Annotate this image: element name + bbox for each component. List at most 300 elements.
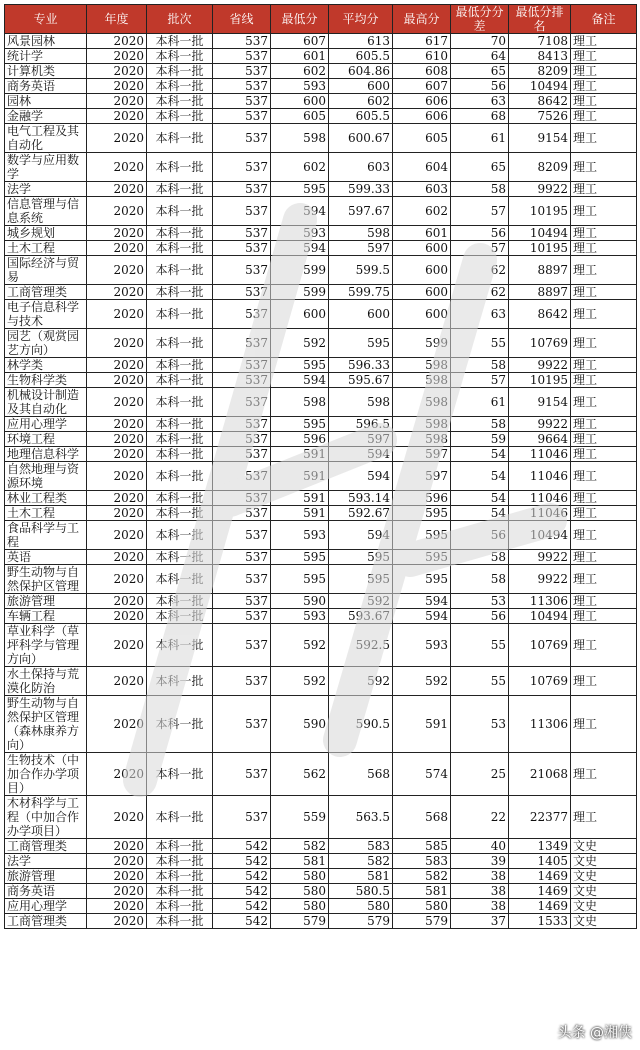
table-cell: 8413 [509, 49, 571, 64]
table-cell: 598 [393, 388, 451, 417]
table-cell: 606 [393, 94, 451, 109]
table-row [5, 696, 637, 753]
table-cell: 593 [271, 521, 329, 550]
table-cell: 2020 [87, 462, 147, 491]
table-cell: 11306 [509, 696, 571, 753]
table-cell: 597 [329, 432, 393, 447]
table-cell: 594 [271, 241, 329, 256]
table-cell: 579 [393, 914, 451, 929]
table-cell: 2020 [87, 329, 147, 358]
table-cell: 590.5 [329, 696, 393, 753]
table-cell: 537 [213, 462, 271, 491]
table-row [5, 358, 637, 373]
table-cell: 597 [393, 447, 451, 462]
table-cell: 537 [213, 417, 271, 432]
table-cell: 542 [213, 839, 271, 854]
table-cell: 606 [393, 109, 451, 124]
table-cell: 594 [329, 462, 393, 491]
table-cell: 537 [213, 550, 271, 565]
table-cell: 机械设计制造及其自动化 [5, 388, 87, 417]
table-cell: 8897 [509, 256, 571, 285]
table-cell: 603 [393, 182, 451, 197]
table-cell: 数学与应用数学 [5, 153, 87, 182]
table-cell: 10195 [509, 373, 571, 388]
table-cell: 本科一批 [147, 94, 213, 109]
table-cell: 596 [271, 432, 329, 447]
table-row [5, 624, 637, 667]
table-cell: 木材科学与工程（中加合作办学项目） [5, 796, 87, 839]
table-cell: 580 [271, 884, 329, 899]
table-cell: 40 [451, 839, 509, 854]
table-cell: 1533 [509, 914, 571, 929]
table-cell: 537 [213, 506, 271, 521]
table-cell: 605.5 [329, 109, 393, 124]
table-cell: 10769 [509, 624, 571, 667]
table-row [5, 854, 637, 869]
table-cell: 590 [271, 696, 329, 753]
table-cell: 本科一批 [147, 226, 213, 241]
table-cell: 58 [451, 182, 509, 197]
table-cell: 国际经济与贸易 [5, 256, 87, 285]
table-cell: 9922 [509, 417, 571, 432]
table-cell: 604.86 [329, 64, 393, 79]
table-cell: 582 [271, 839, 329, 854]
table-cell: 593 [393, 624, 451, 667]
table-row [5, 94, 637, 109]
table-cell: 8897 [509, 285, 571, 300]
table-cell: 594 [271, 373, 329, 388]
table-cell: 537 [213, 753, 271, 796]
table-cell: 金融学 [5, 109, 87, 124]
table-cell: 理工 [571, 241, 637, 256]
table-cell: 10494 [509, 521, 571, 550]
table-cell: 理工 [571, 550, 637, 565]
table-cell: 理工 [571, 491, 637, 506]
table-cell: 595 [329, 329, 393, 358]
table-row [5, 506, 637, 521]
table-cell: 环境工程 [5, 432, 87, 447]
table-cell: 37 [451, 914, 509, 929]
table-cell: 592.5 [329, 624, 393, 667]
table-row [5, 432, 637, 447]
table-cell: 580 [329, 899, 393, 914]
table-cell: 591 [271, 506, 329, 521]
table-cell: 2020 [87, 914, 147, 929]
table-cell: 537 [213, 565, 271, 594]
table-cell: 法学 [5, 854, 87, 869]
table-cell: 58 [451, 417, 509, 432]
table-cell: 582 [329, 854, 393, 869]
table-cell: 542 [213, 854, 271, 869]
table-cell: 理工 [571, 182, 637, 197]
table-row [5, 153, 637, 182]
table-cell: 65 [451, 64, 509, 79]
table-cell: 583 [393, 854, 451, 869]
table-cell: 580 [271, 899, 329, 914]
table-cell: 598 [271, 124, 329, 153]
table-cell: 68 [451, 109, 509, 124]
table-cell: 城乡规划 [5, 226, 87, 241]
table-cell: 579 [271, 914, 329, 929]
table-cell: 592 [271, 329, 329, 358]
table-cell: 54 [451, 462, 509, 491]
table-cell: 本科一批 [147, 594, 213, 609]
table-cell: 600 [329, 79, 393, 94]
table-cell: 理工 [571, 34, 637, 49]
table-cell: 9664 [509, 432, 571, 447]
table-cell: 593.14 [329, 491, 393, 506]
table-cell: 598 [393, 358, 451, 373]
table-cell: 草业科学（草坪科学与管理方向） [5, 624, 87, 667]
table-cell: 580 [271, 869, 329, 884]
header-batch: 批次 [147, 5, 213, 34]
table-cell: 590 [271, 594, 329, 609]
table-cell: 旅游管理 [5, 594, 87, 609]
table-cell: 本科一批 [147, 182, 213, 197]
table-cell: 理工 [571, 594, 637, 609]
author-credit: 头条 @湘侠 [557, 1025, 632, 1041]
table-cell: 54 [451, 447, 509, 462]
table-row [5, 226, 637, 241]
table-body [5, 34, 637, 929]
table-cell: 2020 [87, 753, 147, 796]
table-cell: 食品科学与工程 [5, 521, 87, 550]
table-row [5, 869, 637, 884]
table-cell: 595 [329, 550, 393, 565]
table-cell: 25 [451, 753, 509, 796]
table-cell: 2020 [87, 624, 147, 667]
table-cell: 生物技术（中加合作办学项目） [5, 753, 87, 796]
table-cell: 591 [271, 491, 329, 506]
table-row [5, 388, 637, 417]
table-cell: 595 [271, 417, 329, 432]
table-cell: 537 [213, 256, 271, 285]
table-cell: 599 [393, 329, 451, 358]
table-cell: 603 [329, 153, 393, 182]
table-cell: 2020 [87, 417, 147, 432]
table-cell: 8209 [509, 64, 571, 79]
table-cell: 593 [271, 79, 329, 94]
table-cell: 理工 [571, 124, 637, 153]
table-cell: 595 [271, 565, 329, 594]
table-cell: 605.5 [329, 49, 393, 64]
table-cell: 园艺（观赏园艺方向） [5, 329, 87, 358]
table-cell: 本科一批 [147, 417, 213, 432]
table-cell: 595 [329, 565, 393, 594]
table-cell: 9922 [509, 182, 571, 197]
table-cell: 2020 [87, 256, 147, 285]
table-cell: 598 [329, 226, 393, 241]
table-cell: 理工 [571, 609, 637, 624]
table-cell: 542 [213, 869, 271, 884]
table-cell: 11046 [509, 462, 571, 491]
table-cell: 8642 [509, 300, 571, 329]
table-cell: 2020 [87, 609, 147, 624]
table-cell: 608 [393, 64, 451, 79]
table-cell: 583 [329, 839, 393, 854]
table-cell: 2020 [87, 94, 147, 109]
table-cell: 598 [393, 373, 451, 388]
table-row [5, 241, 637, 256]
table-cell: 617 [393, 34, 451, 49]
table-cell: 统计学 [5, 49, 87, 64]
table-row [5, 565, 637, 594]
table-cell: 574 [393, 753, 451, 796]
table-cell: 63 [451, 300, 509, 329]
table-cell: 1469 [509, 899, 571, 914]
table-cell: 10195 [509, 241, 571, 256]
table-cell: 文史 [571, 914, 637, 929]
header-max-score: 最高分 [393, 5, 451, 34]
admission-table-container [4, 4, 636, 929]
table-cell: 594 [329, 521, 393, 550]
table-cell: 57 [451, 197, 509, 226]
table-row [5, 124, 637, 153]
table-cell: 理工 [571, 417, 637, 432]
table-cell: 58 [451, 358, 509, 373]
table-cell: 579 [329, 914, 393, 929]
table-cell: 594 [271, 197, 329, 226]
table-cell: 10494 [509, 226, 571, 241]
table-cell: 601 [393, 226, 451, 241]
table-row [5, 521, 637, 550]
table-cell: 本科一批 [147, 358, 213, 373]
table-row [5, 182, 637, 197]
table-cell: 55 [451, 329, 509, 358]
table-cell: 537 [213, 388, 271, 417]
table-cell: 本科一批 [147, 79, 213, 94]
table-cell: 理工 [571, 109, 637, 124]
table-cell: 理工 [571, 506, 637, 521]
table-cell: 理工 [571, 696, 637, 753]
table-cell: 61 [451, 124, 509, 153]
table-cell: 592.67 [329, 506, 393, 521]
table-cell: 38 [451, 899, 509, 914]
table-cell: 文史 [571, 899, 637, 914]
table-cell: 22377 [509, 796, 571, 839]
table-cell: 2020 [87, 884, 147, 899]
table-cell: 70 [451, 34, 509, 49]
table-cell: 53 [451, 696, 509, 753]
table-cell: 597 [393, 462, 451, 491]
table-cell: 英语 [5, 550, 87, 565]
table-cell: 537 [213, 34, 271, 49]
table-cell: 593 [271, 609, 329, 624]
table-cell: 591 [271, 462, 329, 491]
table-cell: 600 [393, 256, 451, 285]
table-cell: 10195 [509, 197, 571, 226]
table-cell: 车辆工程 [5, 609, 87, 624]
table-cell: 10769 [509, 329, 571, 358]
table-cell: 本科一批 [147, 285, 213, 300]
table-cell: 11046 [509, 447, 571, 462]
table-cell: 581 [271, 854, 329, 869]
table-cell: 2020 [87, 182, 147, 197]
table-cell: 61 [451, 388, 509, 417]
table-cell: 63 [451, 94, 509, 109]
table-cell: 理工 [571, 94, 637, 109]
table-cell: 9922 [509, 565, 571, 594]
table-cell: 自然地理与资源环境 [5, 462, 87, 491]
table-cell: 10494 [509, 79, 571, 94]
table-cell: 2020 [87, 521, 147, 550]
table-cell: 本科一批 [147, 34, 213, 49]
table-cell: 580 [393, 899, 451, 914]
table-cell: 工商管理类 [5, 914, 87, 929]
table-cell: 林业工程类 [5, 491, 87, 506]
table-cell: 537 [213, 491, 271, 506]
table-cell: 595 [271, 358, 329, 373]
table-row [5, 796, 637, 839]
table-cell: 文史 [571, 854, 637, 869]
table-cell: 理工 [571, 285, 637, 300]
table-cell: 2020 [87, 506, 147, 521]
header-min-score: 最低分 [271, 5, 329, 34]
table-cell: 2020 [87, 153, 147, 182]
table-cell: 本科一批 [147, 869, 213, 884]
table-cell: 本科一批 [147, 550, 213, 565]
table-cell: 水土保持与荒漠化防治 [5, 667, 87, 696]
header-year: 年度 [87, 5, 147, 34]
table-cell: 9922 [509, 358, 571, 373]
table-row [5, 256, 637, 285]
table-cell: 600 [393, 285, 451, 300]
table-cell: 2020 [87, 197, 147, 226]
table-cell: 商务英语 [5, 884, 87, 899]
table-cell: 62 [451, 285, 509, 300]
table-cell: 537 [213, 521, 271, 550]
table-cell: 581 [329, 869, 393, 884]
table-cell: 54 [451, 506, 509, 521]
table-cell: 理工 [571, 153, 637, 182]
table-cell: 本科一批 [147, 447, 213, 462]
table-cell: 2020 [87, 64, 147, 79]
table-row [5, 329, 637, 358]
table-cell: 597 [329, 241, 393, 256]
table-cell: 2020 [87, 79, 147, 94]
table-cell: 理工 [571, 462, 637, 491]
table-cell: 59 [451, 432, 509, 447]
table-cell: 2020 [87, 300, 147, 329]
table-cell: 本科一批 [147, 914, 213, 929]
table-cell: 本科一批 [147, 667, 213, 696]
table-cell: 土木工程 [5, 506, 87, 521]
table-cell: 林学类 [5, 358, 87, 373]
table-cell: 563.5 [329, 796, 393, 839]
table-row [5, 899, 637, 914]
table-cell: 2020 [87, 491, 147, 506]
table-header-row [5, 5, 637, 34]
table-cell: 601 [271, 49, 329, 64]
table-cell: 2020 [87, 899, 147, 914]
table-cell: 野生动物与自然保护区管理（森林康养方向） [5, 696, 87, 753]
table-cell: 理工 [571, 329, 637, 358]
table-cell: 2020 [87, 594, 147, 609]
table-row [5, 447, 637, 462]
table-cell: 理工 [571, 796, 637, 839]
table-cell: 2020 [87, 49, 147, 64]
table-cell: 商务英语 [5, 79, 87, 94]
table-cell: 592 [393, 667, 451, 696]
header-note: 备注 [571, 5, 637, 34]
table-cell: 595.67 [329, 373, 393, 388]
table-cell: 595 [271, 182, 329, 197]
table-cell: 2020 [87, 796, 147, 839]
table-cell: 580.5 [329, 884, 393, 899]
table-cell: 理工 [571, 753, 637, 796]
table-cell: 10769 [509, 667, 571, 696]
header-major: 专业 [5, 5, 87, 34]
table-cell: 本科一批 [147, 884, 213, 899]
table-row [5, 609, 637, 624]
table-cell: 595 [393, 506, 451, 521]
table-row [5, 64, 637, 79]
table-cell: 607 [393, 79, 451, 94]
table-cell: 595 [393, 550, 451, 565]
table-cell: 2020 [87, 358, 147, 373]
table-row [5, 839, 637, 854]
table-cell: 文史 [571, 869, 637, 884]
table-cell: 2020 [87, 667, 147, 696]
table-cell: 本科一批 [147, 696, 213, 753]
table-cell: 596 [393, 491, 451, 506]
table-cell: 2020 [87, 432, 147, 447]
table-cell: 本科一批 [147, 300, 213, 329]
table-cell: 本科一批 [147, 506, 213, 521]
table-cell: 39 [451, 854, 509, 869]
table-cell: 本科一批 [147, 854, 213, 869]
table-cell: 58 [451, 565, 509, 594]
header-min-score-diff: 最低分分差 [451, 5, 509, 34]
table-cell: 605 [393, 124, 451, 153]
table-row [5, 914, 637, 929]
table-cell: 537 [213, 696, 271, 753]
table-cell: 537 [213, 241, 271, 256]
table-cell: 应用心理学 [5, 899, 87, 914]
table-cell: 9922 [509, 550, 571, 565]
table-cell: 本科一批 [147, 124, 213, 153]
table-cell: 537 [213, 358, 271, 373]
table-cell: 58 [451, 550, 509, 565]
table-cell: 537 [213, 94, 271, 109]
table-cell: 2020 [87, 854, 147, 869]
table-cell: 本科一批 [147, 462, 213, 491]
table-cell: 9154 [509, 124, 571, 153]
table-cell: 工商管理类 [5, 839, 87, 854]
table-cell: 11046 [509, 491, 571, 506]
table-cell: 野生动物与自然保护区管理 [5, 565, 87, 594]
table-cell: 593 [271, 226, 329, 241]
table-cell: 11046 [509, 506, 571, 521]
table-cell: 537 [213, 124, 271, 153]
header-province-line: 省线 [213, 5, 271, 34]
table-cell: 56 [451, 609, 509, 624]
table-cell: 理工 [571, 49, 637, 64]
table-cell: 582 [393, 869, 451, 884]
admission-score-table [4, 4, 637, 929]
table-cell: 本科一批 [147, 432, 213, 447]
table-cell: 本科一批 [147, 373, 213, 388]
table-row [5, 79, 637, 94]
table-cell: 38 [451, 869, 509, 884]
table-row [5, 667, 637, 696]
table-cell: 537 [213, 226, 271, 241]
table-row [5, 197, 637, 226]
table-cell: 599.5 [329, 256, 393, 285]
table-cell: 594 [329, 447, 393, 462]
table-cell: 电气工程及其自动化 [5, 124, 87, 153]
table-row [5, 300, 637, 329]
